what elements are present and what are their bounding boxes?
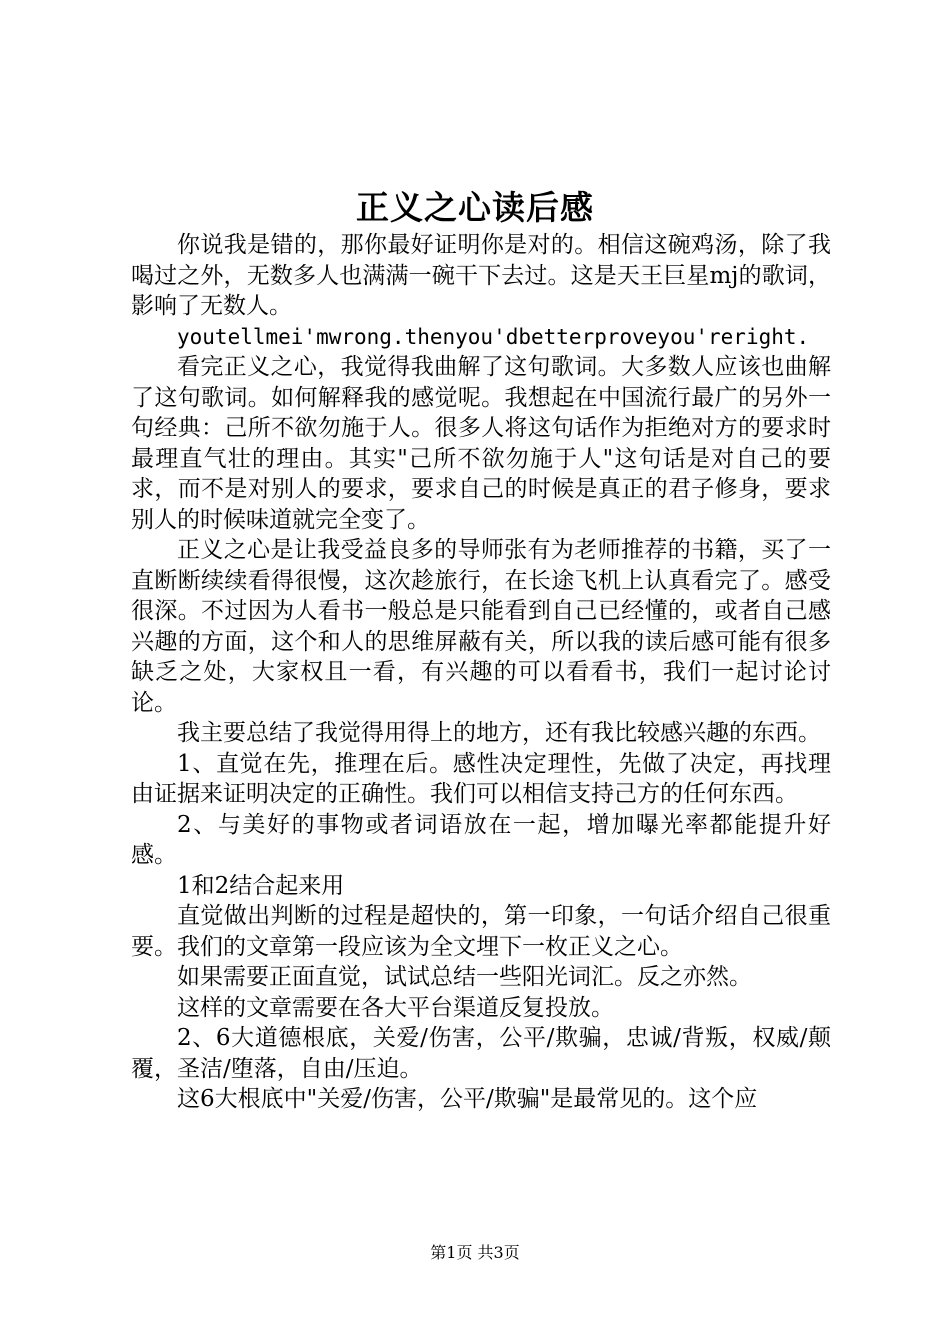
paragraph-lyric: youtellmei'mwrong.thenyou'dbetterproveyou'reright. [177, 324, 810, 349]
paragraph: 1、直觉在先，推理在后。感性决定理性，先做了决定，再找理由证据来证明决定的正确性。我们可以相信支持己方的任何东西。 [131, 750, 831, 807]
paragraph: 我主要总结了我觉得用得上的地方，还有我比较感兴趣的东西。 [177, 720, 821, 746]
paragraph: 这6大根底中"关爱/伤害，公平/欺骗"是最常见的。这个应 [177, 1086, 758, 1112]
paragraph: 你说我是错的，那你最好证明你是对的。相信这碗鸡汤，除了我喝过之外，无数多人也满满一碗干下去过。这是天王巨星mj的歌词，影响了无数人。 [131, 232, 831, 319]
paragraph: 看完正义之心，我觉得我曲解了这句歌词。大多数人应该也曲解了这句歌词。如何解释我的感觉呢。我想起在中国流行最广的另外一句经典：己所不欲勿施于人。很多人将这句话作为拒绝对方的要求时最理直气壮的理由。其实"己所不欲勿施于人"这句话是对自己的要求，而不是对别人的要求，要求自己的时候是真正的君子修身，要求别人的时候味道就完全变了。 [131, 354, 831, 533]
paragraph: 这样的文章需要在各大平台渠道反复投放。 [177, 994, 614, 1021]
paragraph: 直觉做出判断的过程是超快的，第一印象，一句话介绍自己很重要。我们的文章第一段应该为全文埋下一枚正义之心。 [131, 903, 831, 960]
document-body [131, 230, 831, 1115]
paragraph: 如果需要正面直觉，试试总结一些阳光词汇。反之亦然。 [177, 964, 752, 990]
document-title: 正义之心读后感 [356, 188, 594, 227]
paragraph: 正义之心是让我受益良多的导师张有为老师推荐的书籍，买了一直断断续续看得很慢，这次趁旅行，在长途飞机上认真看完了。感受很深。不过因为人看书一般总是只能看到自己已经懂的，或者自己感兴趣的方面，这个和人的思维屏蔽有关，所以我的读后感可能有很多缺乏之处，大家权且一看，有兴趣的可以看看书，我们一起讨论讨论。 [131, 537, 831, 716]
page-number-footer: 第1页 共3页 [430, 1243, 520, 1262]
paragraph: 2、6大道德根底，关爱/伤害，公平/欺骗，忠诚/背叛，权威/颠覆，圣洁/堕落，自由/压迫。 [131, 1025, 831, 1082]
paragraph: 2、与美好的事物或者词语放在一起，增加曝光率都能提升好感。 [131, 811, 831, 868]
paragraph: 1和2结合起来用 [177, 872, 345, 899]
